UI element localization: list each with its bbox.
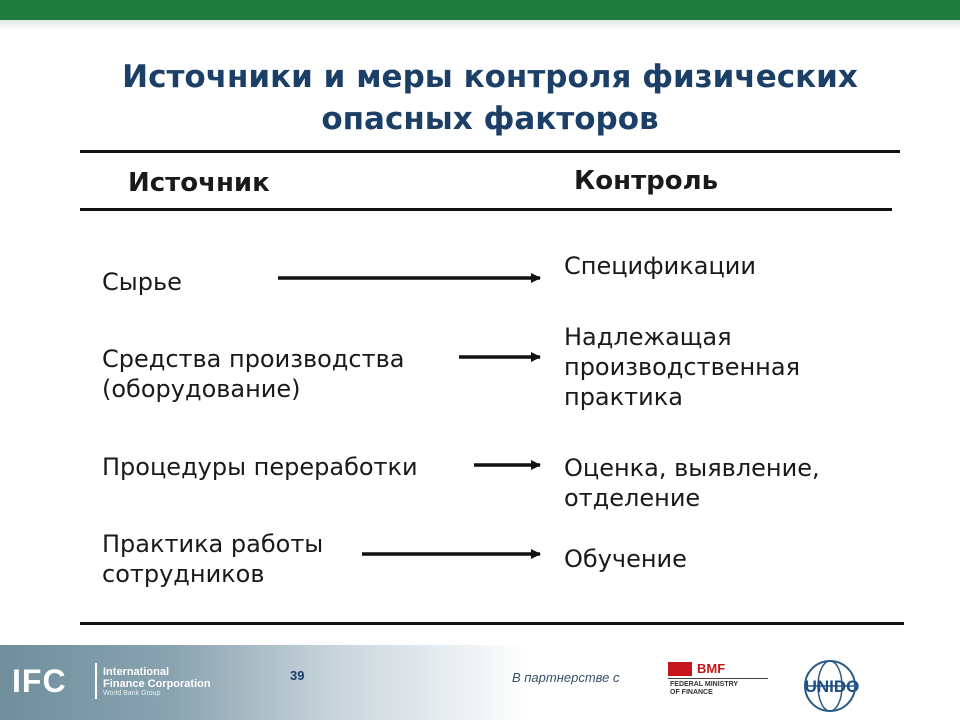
page-number: 39 bbox=[290, 668, 305, 683]
ifc-name bbox=[103, 666, 211, 690]
source-employee-line-1: Практика работы bbox=[102, 530, 324, 558]
source-column-header: Источник bbox=[128, 168, 270, 198]
bmf-eagle-icon bbox=[668, 662, 692, 676]
slide-title-line-2: опасных факторов bbox=[321, 101, 659, 137]
control-assessment-line-2: отделение bbox=[564, 484, 701, 512]
source-processing-line-1: Процедуры переработки bbox=[102, 453, 418, 481]
control-training-line-1: Обучение bbox=[564, 545, 687, 573]
control-assessment-line-1: Оценка, выявление, bbox=[564, 454, 820, 482]
ifc-group-label: World Bank Group bbox=[103, 690, 161, 697]
bmf-sub-line-1: FEDERAL MINISTRY bbox=[670, 681, 739, 688]
ifc-name-line-1: International bbox=[103, 666, 170, 678]
bottom-rule bbox=[80, 622, 904, 625]
partner-label: В партнерстве с bbox=[512, 670, 620, 685]
control-gmp-line-1: Надлежащая bbox=[564, 323, 732, 351]
ifc-logo: IFC bbox=[12, 663, 67, 699]
slide-title-line-1: Источники и меры контроля физических bbox=[122, 59, 858, 95]
unido-emblem bbox=[770, 656, 930, 716]
ifc-name-line-2: Finance Corporation bbox=[103, 678, 211, 690]
source-equipment-line-1: Средства производства bbox=[102, 345, 405, 373]
control-specifications-line-1: Спецификации bbox=[564, 252, 756, 280]
bmf-logo-text: BMF bbox=[697, 661, 726, 676]
source-employee-line-2: сотрудников bbox=[102, 560, 265, 588]
bmf-logo-subtitle bbox=[670, 681, 738, 697]
source-equipment-line-2: (оборудование) bbox=[102, 375, 301, 403]
control-gmp-line-3: практика bbox=[564, 383, 683, 411]
ifc-logo-divider bbox=[95, 663, 97, 699]
control-column-header: Контроль bbox=[574, 166, 719, 196]
bmf-logo-rule bbox=[668, 678, 768, 679]
bmf-sub-line-2: OF FINANCE bbox=[670, 689, 713, 696]
source-raw-materials-line-1: Сырье bbox=[102, 268, 182, 296]
control-gmp-line-2: производственная bbox=[564, 353, 801, 381]
unido-logo-text: UNIDO bbox=[804, 677, 860, 696]
